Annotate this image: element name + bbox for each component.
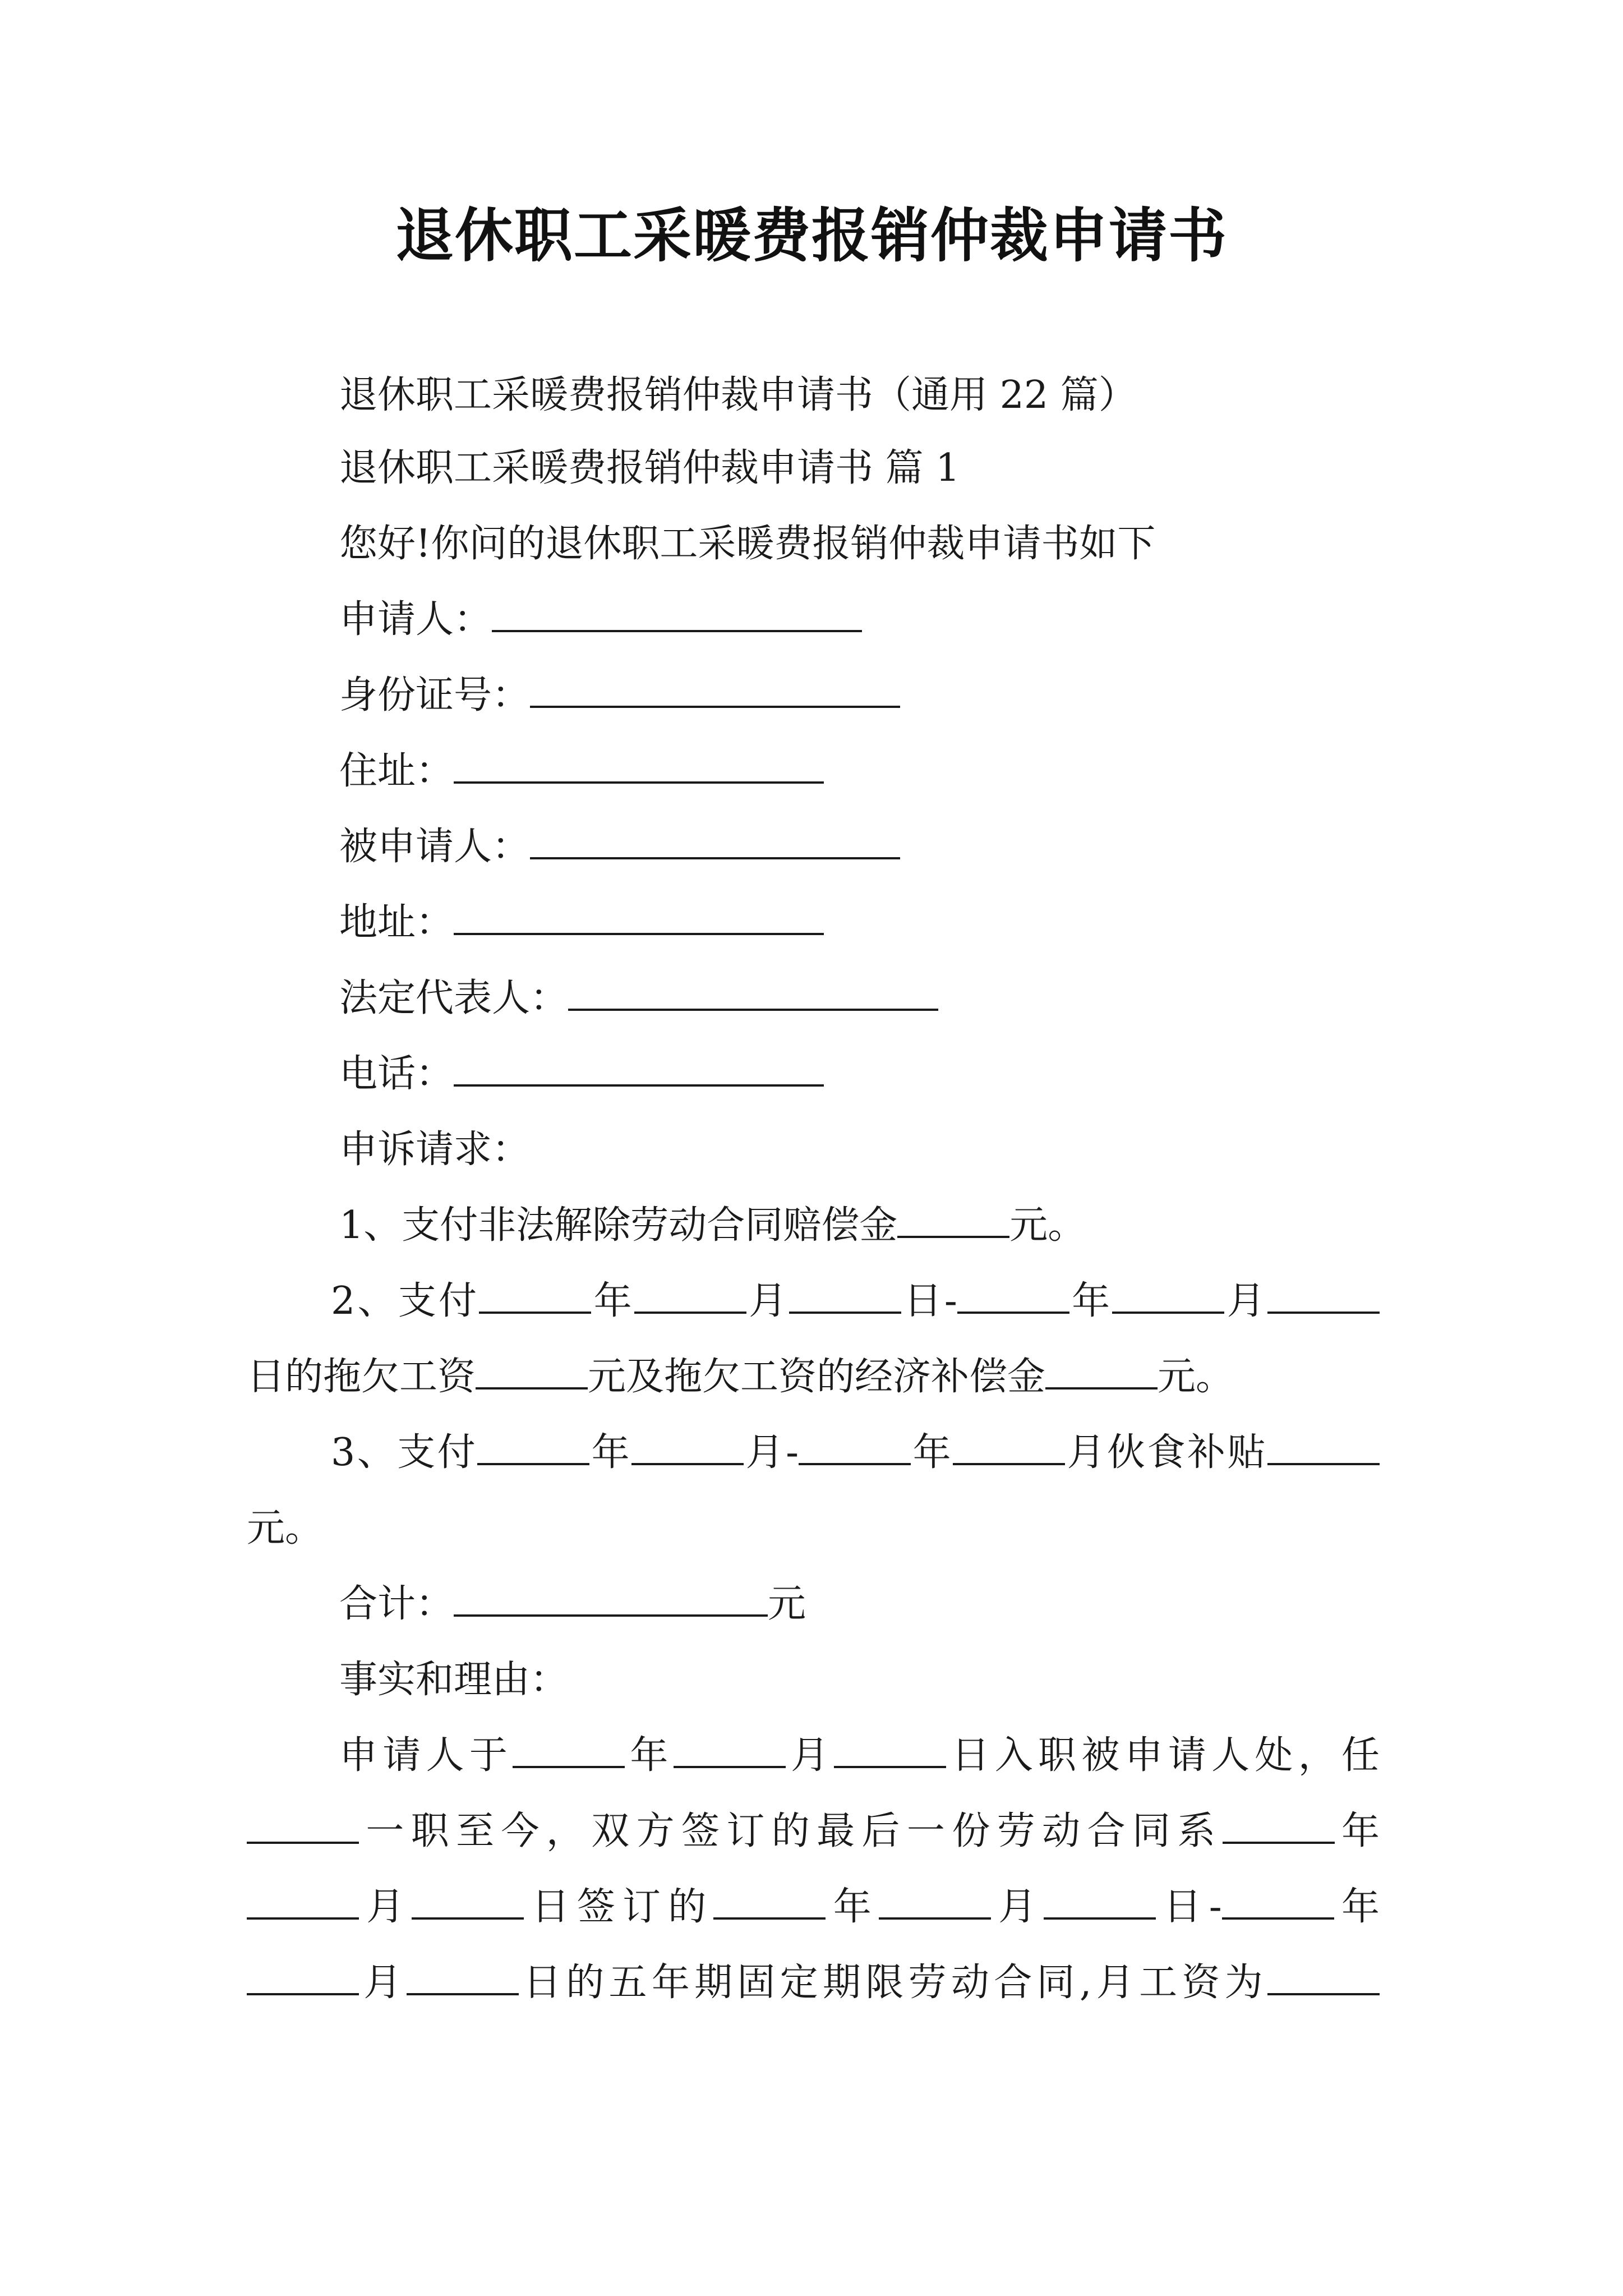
total-label: 合计：	[339, 1582, 454, 1626]
claim-3-blank-4	[953, 1428, 1065, 1465]
facts-heading: 事实和理由：	[339, 1658, 569, 1702]
facts-year-4: 年	[1334, 1885, 1380, 1929]
facts-month-2: 月	[359, 1885, 412, 1929]
facts-blank-11	[1222, 1883, 1334, 1920]
facts-blank-3	[834, 1731, 946, 1768]
legal-rep-label: 法定代表人：	[339, 976, 569, 1020]
total-unit: 元	[768, 1582, 806, 1626]
claim-3-blank-2	[631, 1428, 744, 1465]
facts-year-1: 年	[625, 1733, 674, 1778]
claim-3-line-1	[331, 1428, 1380, 1478]
facts-blank-9	[879, 1883, 991, 1920]
claim-3-blank-3	[799, 1428, 911, 1465]
document-title: 退休职工采暖费报销仲裁申请书	[395, 201, 1228, 270]
address-blank	[454, 747, 824, 784]
applicant-blank	[492, 595, 862, 632]
phone-field	[339, 1049, 824, 1099]
facts-blank-4	[247, 1807, 359, 1844]
phone-blank	[454, 1050, 824, 1087]
facts-blank-14	[1267, 1958, 1380, 1995]
facts-text-4: 日签订的	[524, 1885, 714, 1929]
facts-blank-12	[247, 1958, 359, 1995]
legal-rep-field	[339, 973, 938, 1024]
applicant-label: 申请人：	[339, 597, 492, 642]
claim-3-blank-1	[477, 1428, 589, 1465]
claim-1	[339, 1200, 1086, 1251]
claim-2-text-b: 元及拖欠工资的经济补偿金	[588, 1355, 1046, 1399]
claim-2-blank-1	[479, 1277, 591, 1314]
claim-2-month-2: 月	[1224, 1279, 1267, 1323]
facts-blank-13	[407, 1958, 519, 1995]
facts-text-3: 一职至今，双方签订的最后一份劳动合同系	[359, 1809, 1223, 1853]
facts-day-dash: 日-	[1156, 1885, 1222, 1929]
claim-2-year-1: 年	[591, 1279, 634, 1323]
claim-2-text: 2、支付	[331, 1279, 479, 1323]
facts-text-2: 日入职被申请人处，任	[946, 1733, 1380, 1778]
claim-1-text: 1、支付非法解除劳动合同赔偿金	[339, 1203, 898, 1248]
claim-2-year-2: 年	[1069, 1279, 1113, 1323]
claim-3-month-dash: 月-	[744, 1430, 799, 1475]
respondent-address-label: 地址：	[339, 900, 454, 945]
claim-2-blank-6	[1267, 1277, 1380, 1314]
facts-text-5: 日的五年期固定期限劳动合同,月工资为	[518, 1961, 1267, 2005]
facts-blank-8	[713, 1883, 826, 1920]
facts-line-4	[247, 1958, 1380, 2008]
total-field	[339, 1579, 806, 1630]
document-subtitle: 退休职工采暖费报销仲裁申请书（通用 22 篇）	[339, 373, 1137, 417]
claim-1-blank	[897, 1201, 1009, 1238]
respondent-blank	[530, 822, 900, 859]
claim-3-line-2: 元。	[247, 1506, 324, 1550]
id-number-blank	[530, 671, 900, 708]
facts-blank-1	[513, 1731, 625, 1768]
claim-2-line-2	[247, 1352, 1234, 1402]
facts-month-3: 月	[990, 1885, 1044, 1929]
claim-2-blank-8	[1045, 1352, 1158, 1389]
claim-2-day-text: 日的拖欠工资	[247, 1355, 476, 1399]
id-number-label: 身份证号：	[339, 673, 531, 717]
total-blank	[454, 1580, 768, 1617]
claim-3-text-b: 月伙食补贴	[1065, 1430, 1267, 1475]
address-field	[339, 746, 824, 797]
respondent-address-blank	[454, 898, 824, 935]
facts-line-3	[247, 1882, 1380, 1932]
facts-year-3: 年	[826, 1885, 879, 1929]
facts-month-4: 月	[359, 1961, 407, 2005]
applicant-field	[339, 595, 862, 645]
facts-year-2: 年	[1334, 1809, 1380, 1853]
claim-3-year-2: 年	[911, 1430, 953, 1475]
respondent-field	[339, 822, 900, 872]
facts-blank-6	[247, 1883, 359, 1920]
claim-2-month-1: 月	[746, 1279, 790, 1323]
claim-3-blank-5	[1267, 1428, 1380, 1465]
claim-2-blank-4	[957, 1277, 1069, 1314]
claim-2-blank-5	[1112, 1277, 1224, 1314]
address-label: 住址：	[339, 749, 454, 793]
respondent-address-field	[339, 898, 824, 948]
claim-3-text: 3、支付	[331, 1430, 478, 1475]
facts-blank-2	[674, 1731, 786, 1768]
claim-2-day-dash: 日-	[901, 1279, 957, 1323]
facts-month-1: 月	[785, 1733, 834, 1778]
facts-blank-7	[412, 1883, 524, 1920]
phone-label: 电话：	[339, 1052, 454, 1096]
legal-rep-blank	[568, 974, 938, 1011]
claim-2-blank-3	[789, 1277, 901, 1314]
section-title: 退休职工采暖费报销仲裁申请书 篇 1	[339, 446, 960, 490]
facts-line-2	[247, 1806, 1380, 1857]
facts-blank-10	[1044, 1883, 1156, 1920]
facts-blank-5	[1223, 1807, 1335, 1844]
claim-1-unit: 元。	[1009, 1203, 1086, 1248]
claims-heading: 申诉请求：	[339, 1128, 531, 1172]
claim-2-text-c: 元。	[1158, 1355, 1234, 1399]
greeting-text: 您好!你问的退休职工采暖费报销仲裁申请书如下	[339, 522, 1156, 566]
facts-line-1	[339, 1731, 1380, 1781]
claim-3-year-1: 年	[589, 1430, 632, 1475]
claim-2-blank-2	[634, 1277, 746, 1314]
respondent-label: 被申请人：	[339, 825, 531, 869]
claim-2-line-1	[331, 1276, 1380, 1327]
id-number-field	[339, 670, 900, 721]
claim-2-blank-7	[476, 1352, 588, 1389]
facts-text-1: 申请人于	[339, 1733, 513, 1778]
